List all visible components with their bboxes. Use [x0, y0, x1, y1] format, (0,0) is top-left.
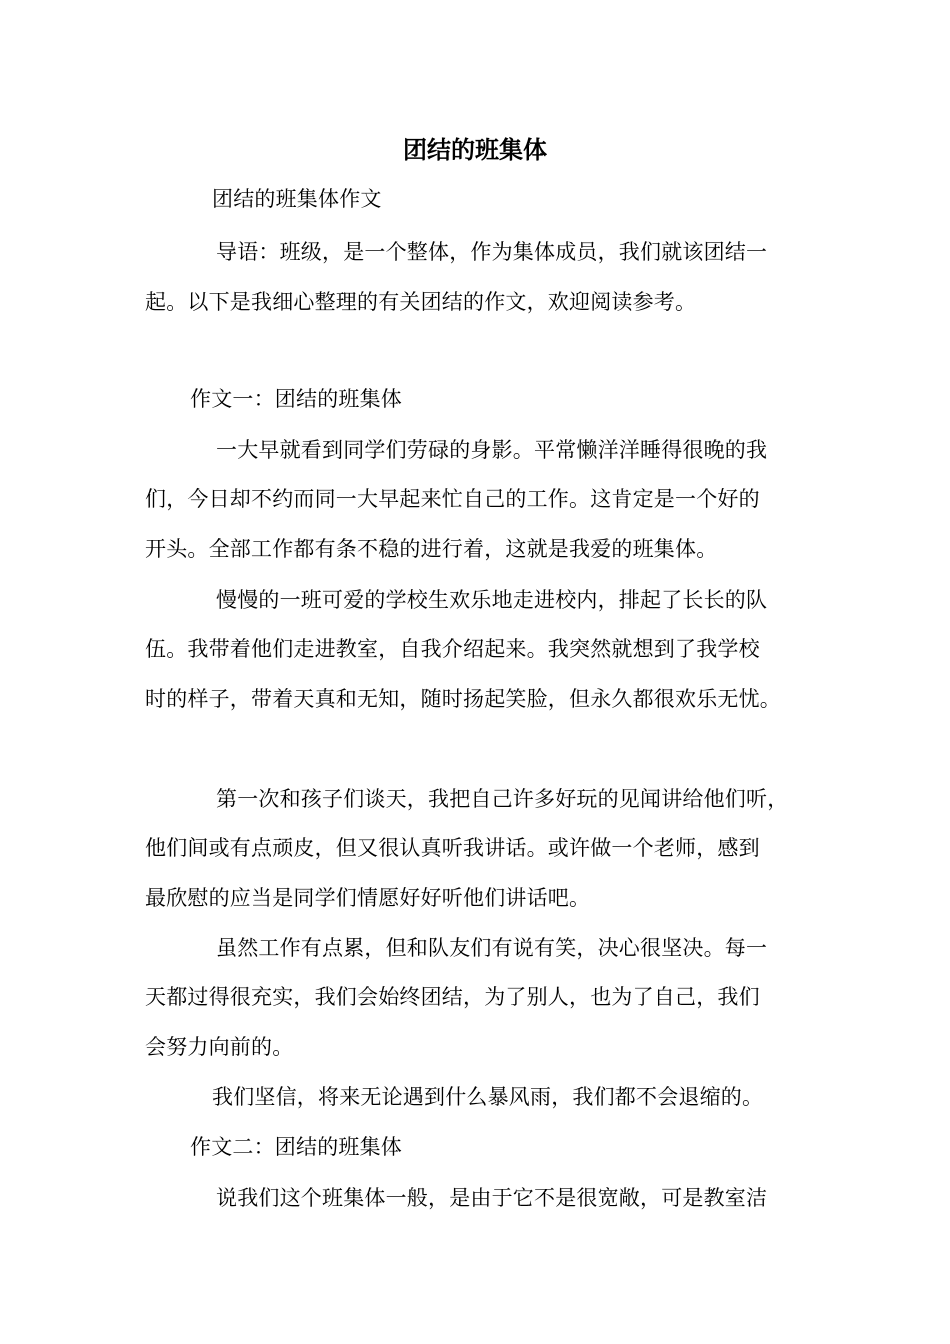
section-heading: 作文二：团结的班集体: [190, 1135, 402, 1159]
paragraph-line: 慢慢的一班可爱的学校生欢乐地走进校内，排起了长长的队: [216, 588, 768, 612]
document-subtitle: 团结的班集体作文: [212, 187, 382, 211]
paragraph-line: 开头。全部工作都有条不稳的进行着，这就是我爱的班集体。: [145, 537, 718, 561]
paragraph-line: 我们坚信，将来无论遇到什么暴风雨，我们都不会退缩的。: [212, 1085, 764, 1109]
document-title: 团结的班集体: [403, 136, 547, 164]
paragraph-line: 导语：班级，是一个整体，作为集体成员，我们就该团结一: [216, 240, 768, 264]
paragraph-line: 虽然工作有点累，但和队友们有说有笑，决心很坚决。每一: [216, 936, 768, 960]
paragraph-line: 第一次和孩子们谈天，我把自己许多好玩的见闻讲给他们听，: [216, 787, 789, 811]
paragraph-line: 会努力向前的。: [145, 1035, 294, 1059]
section-heading: 作文一：团结的班集体: [190, 387, 402, 411]
paragraph-line: 们，今日却不约而同一大早起来忙自己的工作。这肯定是一个好的: [145, 487, 760, 511]
paragraph-line: 伍。我带着他们走进教室，自我介绍起来。我突然就想到了我学校: [145, 637, 760, 661]
paragraph-line: 天都过得很充实，我们会始终团结，为了别人，也为了自己，我们: [145, 985, 760, 1009]
paragraph-line: 说我们这个班集体一般，是由于它不是很宽敞，可是教室洁: [216, 1186, 768, 1210]
paragraph-line: 最欣慰的应当是同学们情愿好好听他们讲话吧。: [145, 886, 591, 910]
paragraph-line: 起。以下是我细心整理的有关团结的作文，欢迎阅读参考。: [145, 290, 697, 314]
paragraph-line: 一大早就看到同学们劳碌的身影。平常懒洋洋睡得很晚的我: [216, 438, 768, 462]
paragraph-line: 他们间或有点顽皮，但又很认真听我讲话。或许做一个老师，感到: [145, 836, 760, 860]
paragraph-line: 时的样子，带着天真和无知，随时扬起笑脸，但永久都很欢乐无忧。: [145, 687, 781, 711]
